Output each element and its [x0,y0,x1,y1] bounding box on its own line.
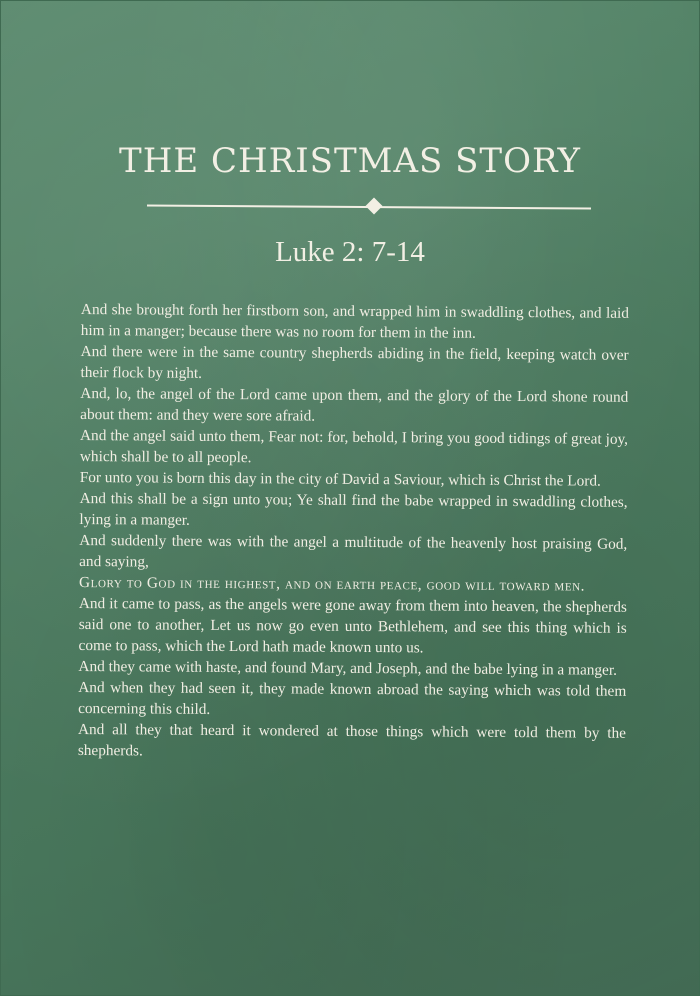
verse: And they came with haste, and found Mary, and Joseph, and the babe lying in a manger. [78,657,617,679]
scripture-reference: Luke 2: 7-14 [275,236,425,268]
verse: And it came to pass, as the angels were gone away from them into heaven, the shepherds said one to another, Let us now go even unto Bethlehem, and see this thing which is come to pass, which the Lord hath made known unto us. [78,594,627,657]
page-title: THE CHRISTMAS STORY [119,141,581,181]
verse: And she brought forth her firstborn son, and wrapped him in swaddling clothes, and laid him in a manger; because there was no room for them in the inn. [80,300,629,342]
verse: And, lo, the angel of the Lord came upon them, and the glory of the Lord shone round about them: and they were sore afraid. [80,384,629,425]
verse: And when they had seen it, they made known abroad the saying which was told them concerning this child. [78,678,627,718]
verse-glory-smallcaps: Glory to God in the highest, and on earth peace, good will toward men. [78,573,586,595]
verse: And all they that heard it wondered at those things which were told them by the shepherds. [77,720,627,760]
verse: And the angel said unto them, Fear not: for, behold, I bring you good tidings of great joy, which shall be to all people. [79,426,629,467]
verse: And this shall be a sign unto you; Ye shall find the babe wrapped in swaddling clothes, lying in a manger. [79,489,628,529]
diamond-ornament-icon [366,198,383,215]
verse: And suddenly there was with the angel a multitude of the heavenly host praising God, and saying, [79,531,628,571]
verse: For unto you is born this day in the city of David a Saviour, which is Christ the Lord. [79,468,601,490]
verse: And there were in the same country shepherds abiding in the field, keeping watch over their flock by night. [80,342,629,382]
verse-text-block [78,299,629,765]
